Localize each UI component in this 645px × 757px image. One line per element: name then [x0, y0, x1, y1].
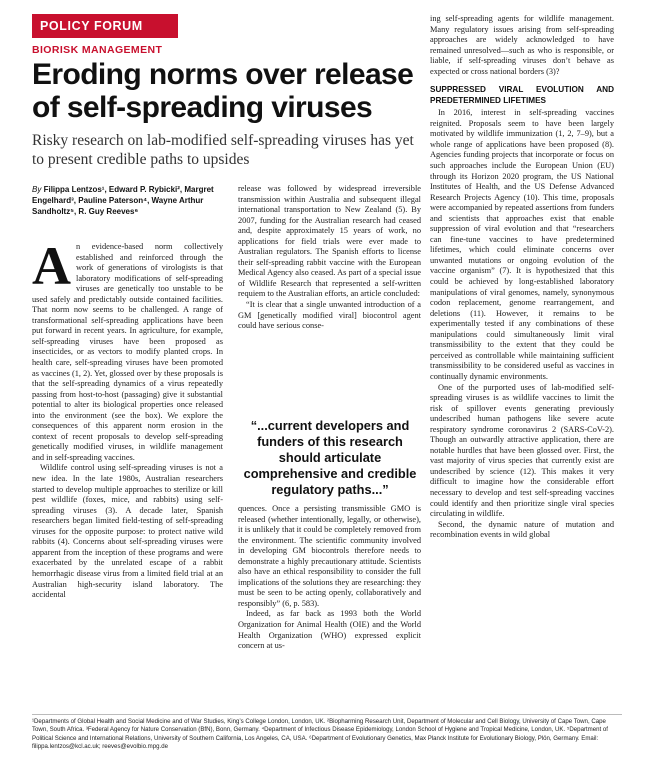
affiliations-footnote: ¹Departments of Global Health and Social Medicine and of War Studies, King’s College London, London, UK. ²Biopharming Research Unit, Department of Molecular and Cell Biology, University of Cape Town, Cape Town, South Africa. ³Federal Agency for Nature Conservation (BfN), Bonn, Germany. ⁴Department of Infectious Disease Epidemiology, London School of Hygiene and Tropical Medicine, London, UK. ⁵Department of Political Science and International Relations, University of Southern California, Los Angeles, CA, USA. ⁶Department of Evolutionary Genetics, Max Planck Institute for Evolutionary Biology, Plön, Germany. Email: filippa.lentzos@kcl.ac.uk; reeves@evolbio.mpg.de: [32, 714, 622, 752]
paragraph: quences. Once a persisting transmissible GMO is released (whether intentionally, legally, or otherwise), it is unlikely that it could be completely removed from the environment. The scientific community involved in developing GM biocontrols therefore needs to demonstrate a highly precautionary attitude. Scientists also have an ethical responsibility to consider the full implications of the solutions they are researching: they must be seen to be acting openly, collaboratively and responsibly” (6, p. 583).: [238, 504, 421, 608]
paragraph: Wildlife control using self-spreading viruses is not a new idea. In the late 1980s, Australian researchers started to develop multiple approaches to sterilize or kill pest wildlife (foxes, mice, and rabbits) using self-spreading viruses (3). A decade later, Spanish researchers began limited field-testing of self-spreading viruses for the opposite purpose: to protect native wild rabbits (4). Concerns about self-spreading viruses were apparent from the inception of these programs and were exacerbated by the unrelated escape of a rabbit hemorrhagic disease virus from a limited field trial at an Australian high-security island laboratory. The accidental: [32, 463, 223, 600]
paragraph-text: n evidence-based norm collectively established and reinforced through the work of generations of virologists is that laboratory modifications of self-spreading viruses are genetically too unstable to be used safely and predictably outside contained facilities. That norm now seems to be challenged. A range of transformational self-spreading applications have been put forward in recent years. In agriculture, for example, self-spreading viruses have been proposed as insecticides, or as vectors to modify planted crops. In health care, self-spreading viruses have been promoted as vaccines (1, 2). Yet, glossed over by these proposals is that the self-spreading dynamics of a virus repeatedly passing from host-to-host (passaging) give it substantial potential to alter its biological properties once released into the environment (see the box). We explore the consequences of this apparent norm erosion in the context of recent proposals to develop self-spreading genetically modified viruses, in wildlife management and in self-spreading vaccines.: [32, 242, 223, 462]
paragraph: “It is clear that a single unwanted introduction of a GM [genetically modified viral] biocontrol agent could have serious conse-: [238, 300, 421, 331]
column-1: [32, 242, 223, 712]
byline-prefix: By: [32, 185, 42, 194]
column-3: [430, 14, 614, 712]
article-deck: Risky research on lab-modified self-spreading viruses has yet to present credible paths to upsides: [32, 132, 414, 168]
paragraph: Second, the dynamic nature of mutation and recombination events in wild global: [430, 519, 614, 540]
byline-authors: Filippa Lentzos¹, Edward P. Rybicki², Margret Engelhard³, Pauline Paterson⁴, Wayne Arthur Sandholtz⁵, R. Guy Reeves⁶: [32, 185, 214, 216]
paragraph: In 2016, interest in self-spreading vaccines reignited. Proposals seem to have been largely motivated by wildlife immunization (1, 2, 7–9), but a whole range of applications have been proposed (8). Agencies funding projects that incorporate or focus on such approaches include the European Union (EU) through its Horizon 2020 program, the US National Institutes of Health, and the US Defense Advanced Research Projects Agency (10). This time, proposals were accompanied by repeated assertions from funders and scientists that approaches exist that enable suppression of viral evolution and that “researchers can fine-tune vaccines to have predetermined lifetimes, which could eliminate concerns over unwanted mutations or ongoing evolution of the vaccine organism” (7). It is hypothesized that this could be achieved by long-established laboratory manipulations of viral genomes, namely, synonymous codon replacement, genome rearrangement, and deletions (11). However, it remains to be experimentally tested if any combinations of these manipulations could simultaneously limit viral transmissibility to the extent that they could be perceived as controllable while maintaining sufficient transmissibility to be considered useful as vaccines in continually dynamic environments.: [430, 108, 614, 381]
pull-quote: “...current developers and funders of this research should articulate comprehensive and credible regulatory paths...”: [243, 418, 417, 497]
byline: [32, 184, 232, 217]
paragraph: release was followed by widespread irreversible transmission within Australia and subsequent illegal international transportation to New Zealand (5). By 2007, funding for the Australian research had ceased and, despite approximately 15 years of work, no applications for field trials were ever made to Australian regulators. The Spanish efforts to license their self-spreading rabbit vaccine with the European Medical Agency also ceased. As part of a special issue of Wildlife Research that represented a self-written requiem to the Australian efforts, an article concluded:: [238, 184, 421, 299]
drop-cap: A: [32, 242, 71, 296]
section-label: BIORISK MANAGEMENT: [32, 44, 163, 56]
policy-forum-badge: POLICY FORUM: [32, 14, 178, 38]
subheading: SUPPRESSED VIRAL EVOLUTION AND PREDETERMINED LIFETIMES: [430, 85, 614, 105]
paragraph: Indeed, as far back as 1993 both the World Organization for Animal Health (OIE) and the World Health Organization (WHO) expressed explicit concern at us-: [238, 609, 421, 651]
paragraph: [32, 242, 223, 463]
paragraph: One of the purported uses of lab-modified self-spreading viruses is as wildlife vaccines to limit the risk of spillover events generating previously undescribed human pathogens like severe acute respiratory syndrome coronavirus 2 (SARS-CoV-2). Though an outwardly attractive application, there are notable hurdles that have been glossed over. First, the vast majority of virus species that currently exist are undescribed by science (12). This makes it very difficult to imagine how the considerable effort necessary to develop and test self-spreading vaccines could identify and then prioritize single viral species circulating in wildlife.: [430, 382, 614, 519]
column-2: [238, 184, 421, 402]
paragraph: ing self-spreading agents for wildlife management. Many regulatory issues arising from self-spreading approaches are widely acknowledged to have remained unresolved—such as who is responsible, or liable, if self-spreading viruses don’t behave as expected or cross national borders (3)?: [430, 14, 614, 76]
article-title: Eroding norms over release of self-spreading viruses: [32, 58, 414, 124]
column-2-continued: [238, 504, 421, 712]
